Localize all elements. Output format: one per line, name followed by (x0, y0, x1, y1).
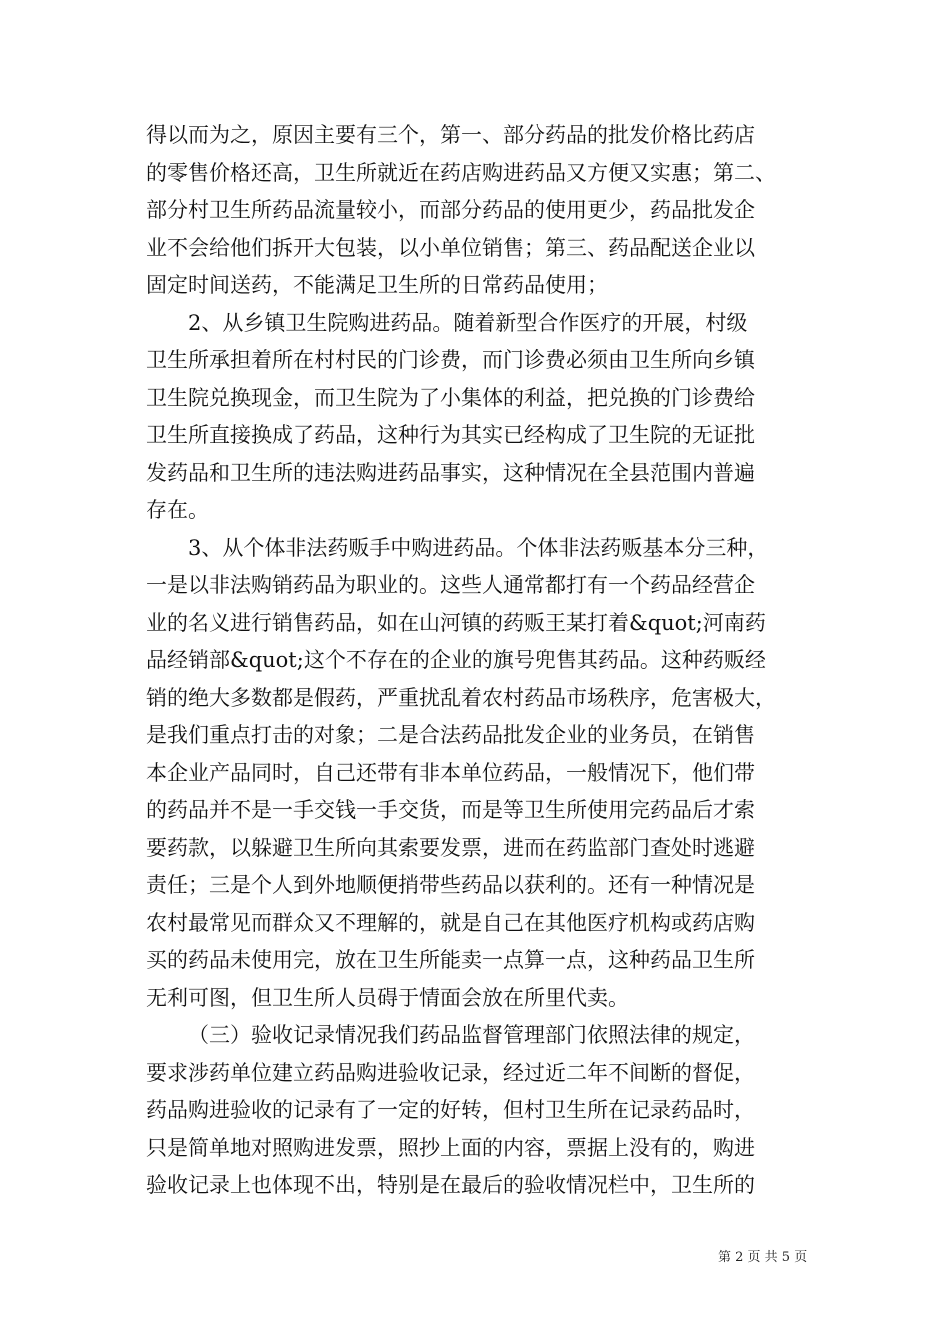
text-line: 业的名义进行销售药品，如在山河镇的药贩王某打着&quot;河南药 (146, 610, 766, 635)
text-line: 卫生所承担着所在村村民的门诊费，而门诊费必须由卫生所向乡镇 (146, 348, 755, 372)
text-line: 验收记录上也体现不出，特别是在最后的验收情况栏中，卫生所的 (146, 1173, 755, 1197)
text-line: 品经销部&quot;这个不存在的企业的旗号兜售其药品。这种药贩经 (146, 648, 766, 672)
text-line: 卫生院兑换现金，而卫生院为了小集体的利益，把兑换的门诊费给 (146, 385, 755, 410)
text-line: 3、从个体非法药贩手中购进药品。个体非法药贩基本分三种， (188, 535, 769, 560)
text-line: 买的药品未使用完，放在卫生所能卖一点算一点，这种药品卫生所 (146, 948, 755, 972)
document-body (146, 117, 810, 1205)
text-line: 药品购进验收的记录有了一定的好转，但村卫生所在记录药品时， (146, 1098, 755, 1122)
text-line: 2、从乡镇卫生院购进药品。随着新型合作医疗的开展，村级 (188, 310, 748, 335)
text-line: 本企业产品同时，自己还带有非本单位药品，一般情况下，他们带 (146, 760, 755, 785)
text-line: （三）验收记录情况我们药品监督管理部门依照法律的规定， (188, 1023, 755, 1047)
text-line: 要药款，以躲避卫生所向其索要发票，进而在药监部门查处时逃避 (146, 835, 755, 860)
text-line: 部分村卫生所药品流量较小，而部分药品的使用更少，药品批发企 (146, 198, 755, 222)
text-line: 只是简单地对照购进发票，照抄上面的内容，票据上没有的，购进 (146, 1135, 755, 1160)
text-line: 存在。 (146, 498, 209, 522)
text-line: 无利可图，但卫生所人员碍于情面会放在所里代卖。 (146, 985, 629, 1010)
text-line: 销的绝大多数都是假药，严重扰乱着农村药品市场秩序，危害极大， (146, 685, 776, 710)
text-line: 一是以非法购销药品为职业的。这些人通常都打有一个药品经营企 (146, 573, 755, 597)
text-line: 是我们重点打击的对象；二是合法药品批发企业的业务员，在销售 (146, 723, 755, 747)
text-line: 的药品并不是一手交钱一手交货，而是等卫生所使用完药品后才索 (146, 798, 755, 822)
text-line: 责任；三是个人到外地顺便捎带些药品以获利的。还有一种情况是 (146, 873, 755, 897)
text-line: 发药品和卫生所的违法购进药品事实，这种情况在全县范围内普遍 (146, 460, 755, 485)
page-number: 第 2 页 共 5 页 (718, 1250, 808, 1265)
text-line: 要求涉药单位建立药品购进验收记录，经过近二年不间断的督促， (146, 1060, 755, 1085)
text-line: 业不会给他们拆开大包装，以小单位销售；第三、药品配送企业以 (146, 235, 755, 260)
text-line: 农村最常见而群众又不理解的，就是自己在其他医疗机构或药店购 (146, 910, 755, 935)
text-line: 的零售价格还高，卫生所就近在药店购进药品又方便又实惠；第二、 (146, 160, 776, 185)
text-line: 卫生所直接换成了药品，这种行为其实已经构成了卫生院的无证批 (146, 423, 755, 447)
text-line: 得以而为之，原因主要有三个，第一、部分药品的批发价格比药店 (146, 123, 755, 147)
text-line: 固定时间送药，不能满足卫生所的日常药品使用； (146, 273, 608, 297)
